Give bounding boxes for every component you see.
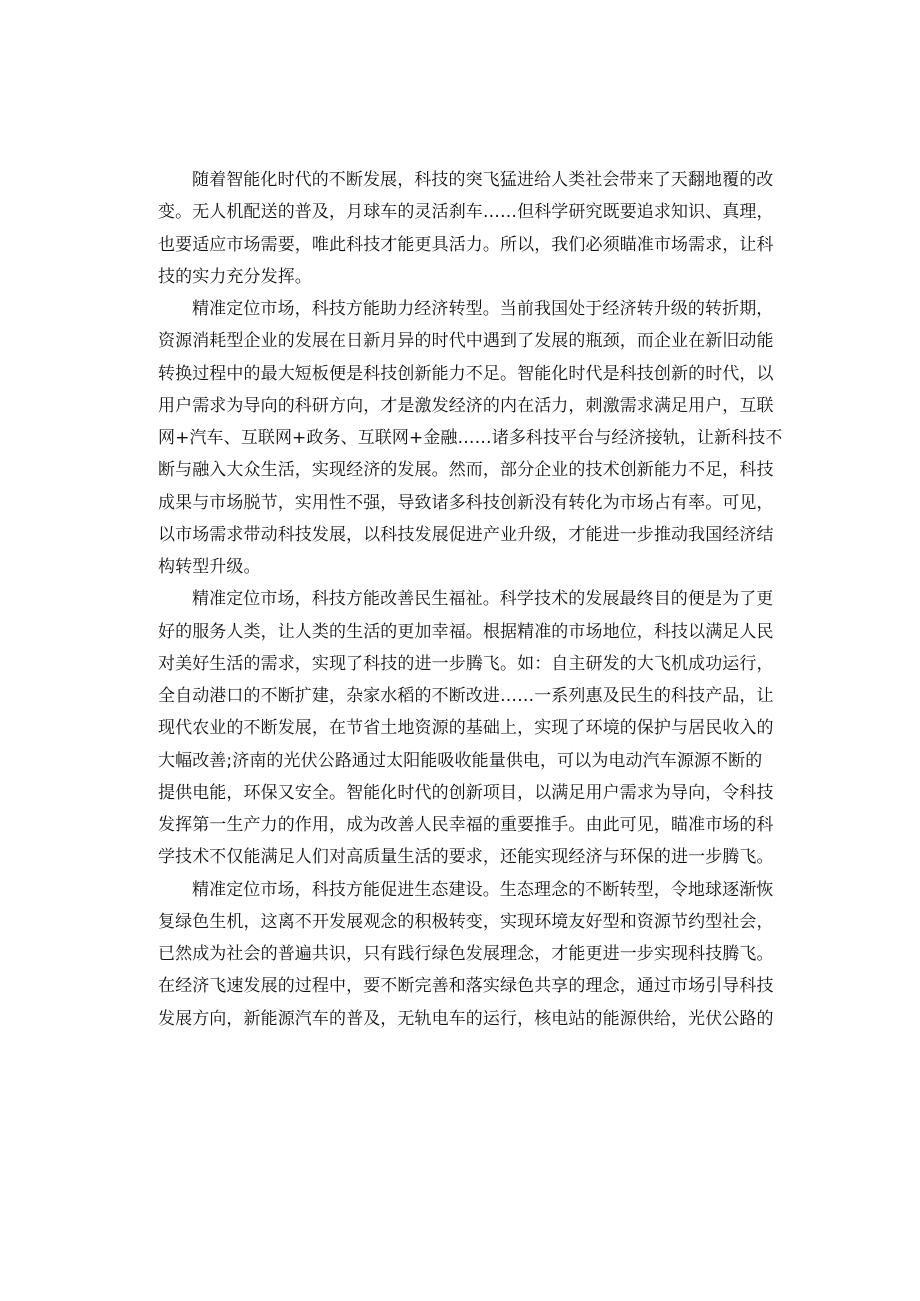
paragraph-2 — [158, 293, 783, 583]
text-line: 断与融入大众生活，实现经济的发展。然而，部分企业的技术创新能力不足，科技 — [158, 460, 774, 481]
paragraph-4 — [158, 874, 773, 1035]
text-line: 精准定位市场，科技方能改善民生福祉。科学技术的发展最终目的便是为了更 — [192, 589, 774, 610]
text-line: 现代农业的不断发展，在节省土地资源的基础上，实现了环境的保护与居民收入的 — [158, 718, 774, 739]
text-line: 精准定位市场，科技方能促进生态建设。生态理念的不断转型，令地球逐渐恢 — [192, 879, 774, 900]
text-line: 构转型升级。 — [158, 557, 261, 577]
text-line: 发展方向，新能源汽车的普及，无轨电车的运行，核电站的能源供给，光伏公路的 — [158, 1008, 774, 1029]
text-line: 发挥第一生产力的作用，成为改善人民幸福的重要推手。由此可见，瞄准市场的科 — [158, 815, 774, 835]
document-body — [158, 164, 783, 1035]
text-line: 转换过程中的最大短板便是科技创新能力不足。智能化时代是科技创新的时代，以 — [158, 363, 774, 384]
text-line: 大幅改善;济南的光伏公路通过太阳能吸收能量供电，可以为电动汽车源源不断的 — [158, 750, 763, 771]
text-line: 成果与市场脱节，实用性不强，导致诸多科技创新没有转化为市场占有率。可见， — [158, 492, 774, 513]
text-line: 好的服务人类，让人类的生活的更加幸福。根据精准的市场地位，科技以满足人民 — [158, 621, 774, 642]
text-line: 随着智能化时代的不断发展，科技的突飞猛进给人类社会带来了天翻地覆的改 — [192, 170, 774, 190]
text-line: 已然成为社会的普遍共识，只有践行绿色发展理念，才能更进一步实现科技腾飞。 — [158, 944, 774, 964]
text-line: 变。无人机配送的普及，月球车的灵活刹车……但科学研究既要追求知识、真理， — [158, 202, 774, 223]
text-line: 资源消耗型企业的发展在日新月异的时代中遇到了发展的瓶颈，而企业在新旧动能 — [158, 331, 774, 352]
paragraph-3 — [158, 583, 773, 873]
text-line: 也要适应市场需要，唯此科技才能更具活力。所以，我们必须瞄准市场需求，让科 — [158, 234, 774, 255]
text-line: 学技术不仅能满足人们对高质量生活的要求，还能实现经济与环保的进一步腾飞。 — [158, 847, 774, 868]
text-line: 网+汽车、互联网+政务、互联网+金融……诸多科技平台与经济接轨，让新科技不 — [158, 428, 783, 448]
text-line: 提供电能，环保又安全。智能化时代的创新项目，以满足用户需求为导向，令科技 — [158, 782, 774, 803]
text-line: 对美好生活的需求，实现了科技的进一步腾飞。如：自主研发的大飞机成功运行， — [158, 653, 774, 674]
text-line: 用户需求为导向的科研方向，才是激发经济的内在活力，刺激需求满足用户，互联 — [158, 395, 774, 416]
text-line: 在经济飞速发展的过程中，要不断完善和落实绿色共享的理念，通过市场引导科技 — [158, 976, 774, 997]
text-line: 技的实力充分发挥。 — [158, 266, 312, 287]
text-line: 全自动港口的不断扩建，杂家水稻的不断改进……一系列惠及民生的科技产品，让 — [158, 686, 774, 706]
text-line: 精准定位市场，科技方能助力经济转型。当前我国处于经济转升级的转折期， — [192, 299, 774, 319]
paragraph-1 — [158, 164, 773, 293]
text-line: 复绿色生机，这离不开发展观念的积极转变，实现环境友好型和资源节约型社会， — [158, 911, 774, 932]
text-line: 以市场需求带动科技发展，以科技发展促进产业升级，才能进一步推动我国经济结 — [158, 524, 774, 545]
